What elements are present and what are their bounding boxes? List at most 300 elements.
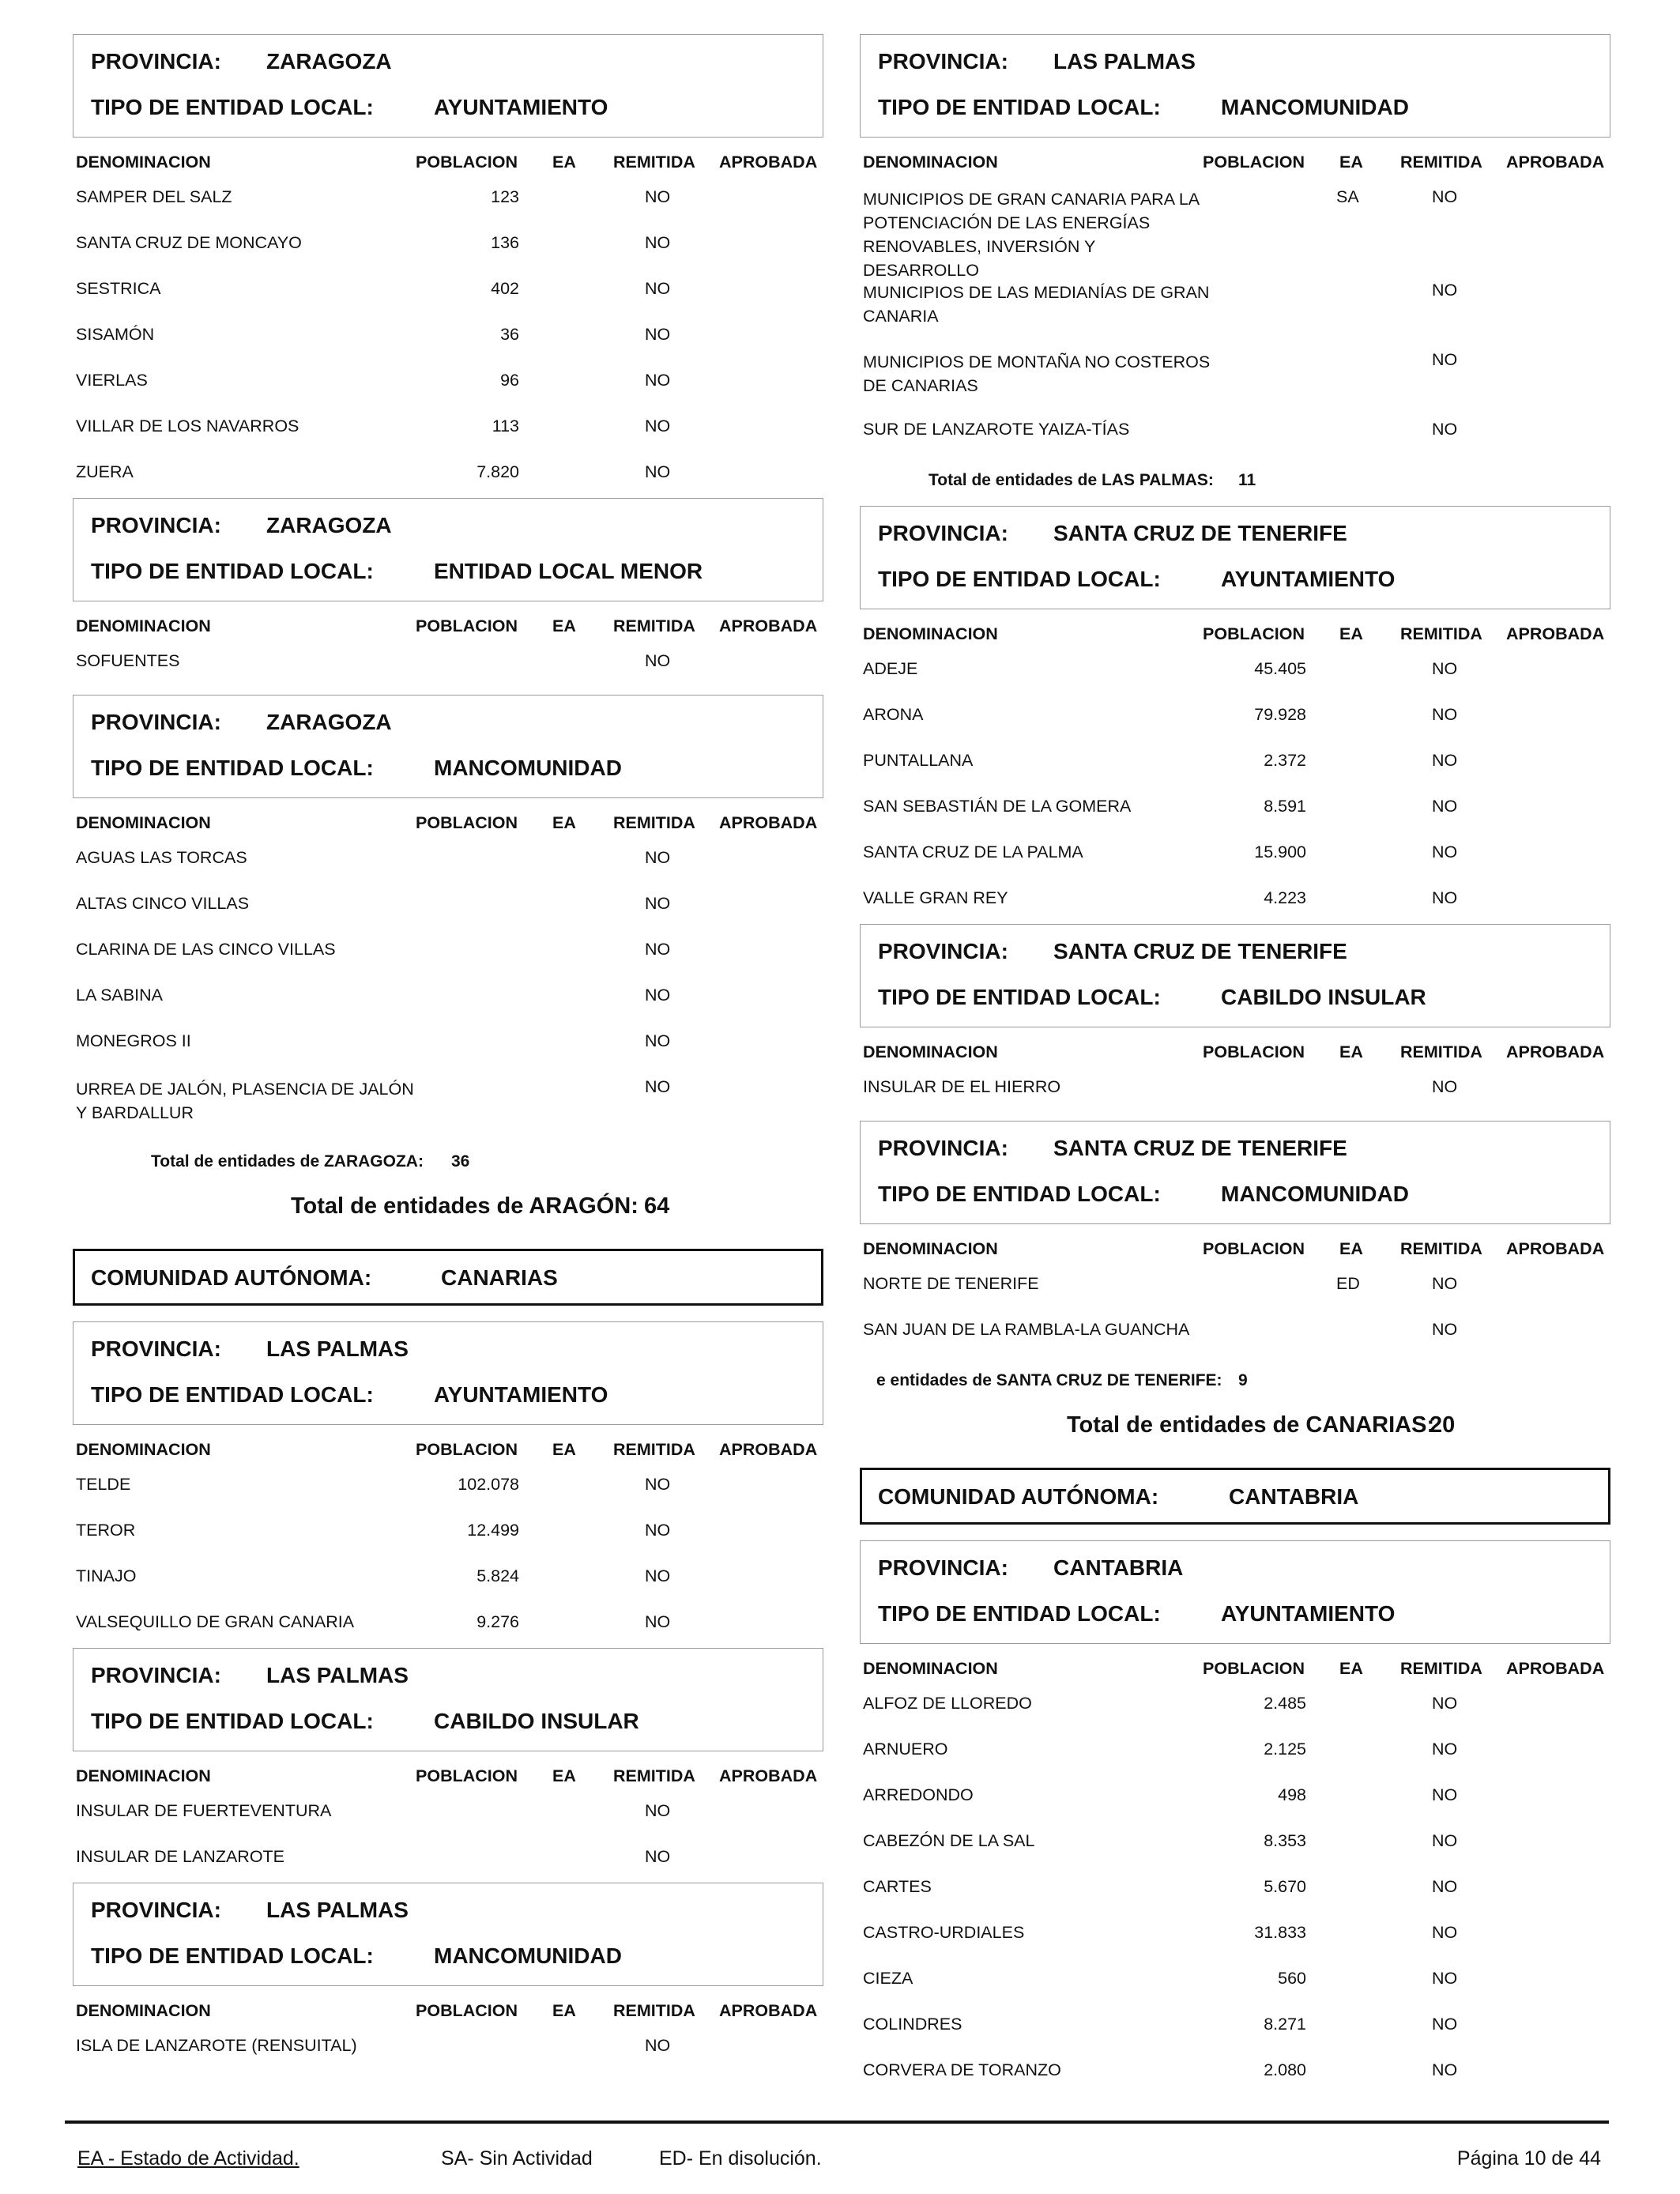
col-denominacion: DENOMINACION xyxy=(76,616,211,635)
table-row xyxy=(73,1510,823,1556)
col-remitida: REMITIDA xyxy=(1400,1042,1482,1061)
table-row xyxy=(73,315,823,360)
col-ea: EA xyxy=(552,616,576,635)
table-row xyxy=(73,838,823,884)
row-poblacion: 12.499 xyxy=(467,1521,519,1540)
page-footer xyxy=(65,2120,1609,2173)
row-remitida: NO xyxy=(645,940,671,959)
row-poblacion: 2.080 xyxy=(1264,2060,1306,2079)
tipo-value: MANCOMUNIDAD xyxy=(434,1943,622,1968)
row-remitida: NO xyxy=(645,417,671,435)
table-row xyxy=(860,1821,1610,1867)
section-header xyxy=(860,506,1610,609)
provincia-label: PROVINCIA: xyxy=(878,521,1008,545)
table-row xyxy=(73,1791,823,1837)
provincia-label: PROVINCIA: xyxy=(91,49,221,74)
col-ea: EA xyxy=(552,813,576,832)
tipo-label: TIPO DE ENTIDAD LOCAL: xyxy=(91,1943,374,1968)
row-name: MUNICIPIOS DE LAS MEDIANÍAS DE GRAN CANARIA xyxy=(863,283,1210,326)
row-remitida: NO xyxy=(645,1077,671,1096)
row-name: SOFUENTES xyxy=(76,651,180,670)
row-poblacion: 2.372 xyxy=(1264,751,1306,770)
row-name: SISAMÓN xyxy=(76,325,155,344)
tipo-value: CABILDO INSULAR xyxy=(434,1709,639,1733)
row-name: ARREDONDO xyxy=(863,1785,974,1804)
row-name: LA SABINA xyxy=(76,986,163,1005)
table-row xyxy=(860,270,1610,340)
row-poblacion: 402 xyxy=(491,279,519,298)
community-total-value: 20 xyxy=(1430,1412,1456,1438)
tipo-value: MANCOMUNIDAD xyxy=(434,756,622,780)
col-remitida: REMITIDA xyxy=(1400,624,1482,643)
tipo-label: TIPO DE ENTIDAD LOCAL: xyxy=(91,559,374,583)
table-header xyxy=(73,1986,823,2026)
row-remitida: NO xyxy=(645,651,671,670)
table-row xyxy=(860,1067,1610,1113)
table-row xyxy=(860,878,1610,924)
row-name: VIERLAS xyxy=(76,371,148,390)
comunidad-header xyxy=(860,1468,1610,1525)
section-header xyxy=(860,1121,1610,1224)
comunidad-label: COMUNIDAD AUTÓNOMA: xyxy=(91,1265,372,1290)
table-row xyxy=(860,832,1610,878)
provincia-value: ZARAGOZA xyxy=(266,49,392,74)
col-aprobada: APROBADA xyxy=(719,1766,818,1785)
row-name: VALSEQUILLO DE GRAN CANARIA xyxy=(76,1612,355,1631)
col-aprobada: APROBADA xyxy=(719,153,818,172)
col-aprobada: APROBADA xyxy=(1506,624,1605,643)
col-poblacion: POBLACION xyxy=(416,153,518,172)
table-row xyxy=(860,786,1610,832)
row-poblacion: 123 xyxy=(491,187,519,206)
province-total-value: 36 xyxy=(451,1152,470,1171)
tipo-label: TIPO DE ENTIDAD LOCAL: xyxy=(878,95,1161,119)
comunidad-value: CANARIAS xyxy=(441,1265,558,1290)
col-denominacion: DENOMINACION xyxy=(76,2001,211,2020)
row-ea: SA xyxy=(1336,187,1359,206)
row-name: CARTES xyxy=(863,1877,932,1896)
row-remitida: NO xyxy=(645,1612,671,1631)
row-poblacion: 560 xyxy=(1278,1969,1306,1988)
col-denominacion: DENOMINACION xyxy=(863,1239,998,1258)
section-header xyxy=(73,695,823,798)
row-remitida: NO xyxy=(645,2036,671,2055)
row-name: VALLE GRAN REY xyxy=(863,888,1008,907)
col-remitida: REMITIDA xyxy=(1400,153,1482,172)
provincia-label: PROVINCIA: xyxy=(878,939,1008,963)
row-name: CORVERA DE TORANZO xyxy=(863,2060,1061,2079)
row-name: MUNICIPIOS DE MONTAÑA NO COSTEROS DE CANARIAS xyxy=(863,352,1211,395)
row-remitida: NO xyxy=(645,848,671,867)
row-name: SANTA CRUZ DE LA PALMA xyxy=(863,843,1083,861)
row-poblacion: 36 xyxy=(500,325,519,344)
provincia-label: PROVINCIA: xyxy=(878,49,1008,74)
row-remitida: NO xyxy=(1432,350,1458,369)
row-poblacion: 96 xyxy=(500,371,519,390)
col-ea: EA xyxy=(552,153,576,172)
ea-legend: EA - Estado de Actividad. xyxy=(77,2147,299,2169)
row-remitida: NO xyxy=(1432,2060,1458,2079)
row-name: ISLA DE LANZAROTE (RENSUITAL) xyxy=(76,2036,357,2055)
row-remitida: NO xyxy=(1432,1831,1458,1850)
table-header xyxy=(860,1224,1610,1264)
province-total xyxy=(860,455,1610,506)
table-row xyxy=(73,177,823,223)
row-ea: ED xyxy=(1336,1274,1360,1293)
row-poblacion: 8.353 xyxy=(1264,1831,1306,1850)
table-row xyxy=(860,695,1610,741)
tipo-label: TIPO DE ENTIDAD LOCAL: xyxy=(91,756,374,780)
row-remitida: NO xyxy=(1432,1740,1458,1759)
row-name: TINAJO xyxy=(76,1566,137,1585)
row-name: NORTE DE TENERIFE xyxy=(863,1274,1039,1293)
row-remitida: NO xyxy=(645,279,671,298)
province-total xyxy=(860,1355,1610,1406)
provincia-value: ZARAGOZA xyxy=(266,710,392,734)
table-header xyxy=(860,138,1610,177)
table-header xyxy=(73,138,823,177)
row-name: SAN SEBASTIÁN DE LA GOMERA xyxy=(863,797,1132,816)
row-remitida: NO xyxy=(645,325,671,344)
row-name: CASTRO-URDIALES xyxy=(863,1923,1025,1942)
tipo-label: TIPO DE ENTIDAD LOCAL: xyxy=(91,1382,374,1407)
row-name: TEROR xyxy=(76,1521,136,1540)
tipo-value: MANCOMUNIDAD xyxy=(1221,95,1409,119)
col-denominacion: DENOMINACION xyxy=(76,1440,211,1459)
table-row xyxy=(860,1729,1610,1775)
community-total-label: Total de entidades de ARAGÓN: xyxy=(291,1193,638,1219)
row-remitida: NO xyxy=(645,233,671,252)
col-poblacion: POBLACION xyxy=(1203,624,1305,643)
tipo-value: AYUNTAMIENTO xyxy=(1221,1601,1396,1626)
province-total-label: Total de entidades de LAS PALMAS: xyxy=(929,471,1214,489)
row-remitida: NO xyxy=(1432,2015,1458,2034)
table-row xyxy=(860,649,1610,695)
row-name: VILLAR DE LOS NAVARROS xyxy=(76,417,299,435)
col-remitida: REMITIDA xyxy=(613,616,695,635)
row-poblacion: 498 xyxy=(1278,1785,1306,1804)
row-poblacion: 8.271 xyxy=(1264,2015,1306,2034)
col-denominacion: DENOMINACION xyxy=(863,624,998,643)
table-header xyxy=(860,1027,1610,1067)
row-remitida: NO xyxy=(645,1847,671,1866)
row-poblacion: 7.820 xyxy=(477,462,519,481)
row-remitida: NO xyxy=(1432,1969,1458,1988)
row-name: TELDE xyxy=(76,1475,131,1494)
col-remitida: REMITIDA xyxy=(613,1440,695,1459)
row-poblacion: 136 xyxy=(491,233,519,252)
row-remitida: NO xyxy=(1432,705,1458,724)
col-poblacion: POBLACION xyxy=(416,2001,518,2020)
table-row xyxy=(73,269,823,315)
table-row xyxy=(860,1310,1610,1355)
right-column xyxy=(860,34,1610,2096)
provincia-value: SANTA CRUZ DE TENERIFE xyxy=(1053,521,1347,545)
col-denominacion: DENOMINACION xyxy=(863,153,998,172)
row-name: COLINDRES xyxy=(863,2015,962,2034)
table-row xyxy=(73,2026,823,2071)
col-ea: EA xyxy=(1339,153,1363,172)
col-remitida: REMITIDA xyxy=(1400,1239,1482,1258)
section-header xyxy=(73,1648,823,1751)
row-name: CABEZÓN DE LA SAL xyxy=(863,1831,1035,1850)
comunidad-header xyxy=(73,1249,823,1306)
row-name: MUNICIPIOS DE GRAN CANARIA PARA LA POTENCIACIÓN DE LAS ENERGÍAS RENOVABLES, INVERSIÓN Y DESARROLLO xyxy=(863,190,1199,280)
row-name: URREA DE JALÓN, PLASENCIA DE JALÓN Y BARDALLUR xyxy=(76,1080,414,1122)
row-name: SAMPER DEL SALZ xyxy=(76,187,232,206)
province-total xyxy=(73,1137,823,1187)
row-name: AGUAS LAS TORCAS xyxy=(76,848,247,867)
col-poblacion: POBLACION xyxy=(1203,1659,1305,1678)
section-header xyxy=(860,34,1610,138)
col-denominacion: DENOMINACION xyxy=(863,1659,998,1678)
col-poblacion: POBLACION xyxy=(416,813,518,832)
col-remitida: REMITIDA xyxy=(613,813,695,832)
row-poblacion: 9.276 xyxy=(477,1612,519,1631)
col-ea: EA xyxy=(1339,624,1363,643)
row-poblacion: 2.485 xyxy=(1264,1694,1306,1713)
tipo-value: MANCOMUNIDAD xyxy=(1221,1182,1409,1206)
tipo-label: TIPO DE ENTIDAD LOCAL: xyxy=(878,985,1161,1009)
row-remitida: NO xyxy=(645,1521,671,1540)
tipo-value: ENTIDAD LOCAL MENOR xyxy=(434,559,703,583)
row-remitida: NO xyxy=(1432,187,1458,206)
row-poblacion: 2.125 xyxy=(1264,1740,1306,1759)
table-row xyxy=(860,1958,1610,2004)
col-remitida: REMITIDA xyxy=(613,153,695,172)
provincia-label: PROVINCIA: xyxy=(878,1555,1008,1580)
provincia-label: PROVINCIA: xyxy=(91,1336,221,1361)
row-remitida: NO xyxy=(645,1566,671,1585)
table-row xyxy=(860,340,1610,409)
table-row xyxy=(860,1913,1610,1958)
row-name: ADEJE xyxy=(863,659,918,678)
table-row xyxy=(73,406,823,452)
left-column xyxy=(73,34,823,2071)
row-name: ALTAS CINCO VILLAS xyxy=(76,894,250,913)
row-poblacion: 15.900 xyxy=(1254,843,1306,861)
row-remitida: NO xyxy=(645,462,671,481)
table-row xyxy=(73,1067,823,1137)
provincia-value: LAS PALMAS xyxy=(266,1336,409,1361)
row-name: PUNTALLANA xyxy=(863,751,974,770)
table-header xyxy=(73,798,823,838)
table-row xyxy=(73,1602,823,1648)
row-poblacion: 102.078 xyxy=(458,1475,519,1494)
row-remitida: NO xyxy=(1432,281,1458,300)
province-total-value: 11 xyxy=(1238,471,1256,489)
community-total xyxy=(73,1187,823,1235)
comunidad-value: CANTABRIA xyxy=(1229,1484,1359,1509)
row-poblacion: 8.591 xyxy=(1264,797,1306,816)
tipo-value: AYUNTAMIENTO xyxy=(434,95,608,119)
row-name: SESTRICA xyxy=(76,279,161,298)
comunidad-label: COMUNIDAD AUTÓNOMA: xyxy=(878,1484,1159,1509)
col-denominacion: DENOMINACION xyxy=(863,1042,998,1061)
col-ea: EA xyxy=(552,2001,576,2020)
col-aprobada: APROBADA xyxy=(719,616,818,635)
row-remitida: NO xyxy=(1432,659,1458,678)
table-row xyxy=(73,452,823,498)
row-remitida: NO xyxy=(1432,888,1458,907)
row-remitida: NO xyxy=(1432,1274,1458,1293)
row-name: INSULAR DE LANZAROTE xyxy=(76,1847,285,1866)
table-header xyxy=(860,609,1610,649)
col-denominacion: DENOMINACION xyxy=(76,813,211,832)
col-ea: EA xyxy=(552,1766,576,1785)
page-number: Página 10 de 44 xyxy=(1456,2147,1601,2169)
row-remitida: NO xyxy=(645,187,671,206)
row-name: ARONA xyxy=(863,705,924,724)
row-name: SAN JUAN DE LA RAMBLA-LA GUANCHA xyxy=(863,1320,1190,1339)
row-remitida: NO xyxy=(645,1475,671,1494)
col-denominacion: DENOMINACION xyxy=(76,1766,211,1785)
row-poblacion: 79.928 xyxy=(1254,705,1306,724)
col-ea: EA xyxy=(1339,1042,1363,1061)
row-poblacion: 45.405 xyxy=(1254,659,1306,678)
col-poblacion: POBLACION xyxy=(416,1440,518,1459)
col-poblacion: POBLACION xyxy=(1203,153,1305,172)
col-aprobada: APROBADA xyxy=(1506,1659,1605,1678)
row-remitida: NO xyxy=(1432,1785,1458,1804)
table-row xyxy=(73,641,823,687)
provincia-value: SANTA CRUZ DE TENERIFE xyxy=(1053,1136,1347,1160)
tipo-label: TIPO DE ENTIDAD LOCAL: xyxy=(878,1601,1161,1626)
table-row xyxy=(73,1021,823,1067)
row-name: INSULAR DE EL HIERRO xyxy=(863,1077,1061,1096)
table-header xyxy=(860,1644,1610,1683)
section-header xyxy=(73,1321,823,1425)
community-total-value: 64 xyxy=(644,1193,670,1219)
col-aprobada: APROBADA xyxy=(719,813,818,832)
provincia-label: PROVINCIA: xyxy=(91,1898,221,1922)
row-name: INSULAR DE FUERTEVENTURA xyxy=(76,1801,332,1820)
col-remitida: REMITIDA xyxy=(1400,1659,1482,1678)
tipo-label: TIPO DE ENTIDAD LOCAL: xyxy=(878,1182,1161,1206)
table-row xyxy=(73,884,823,929)
table-header xyxy=(73,1425,823,1465)
col-aprobada: APROBADA xyxy=(719,2001,818,2020)
row-name: CLARINA DE LAS CINCO VILLAS xyxy=(76,940,336,959)
row-remitida: NO xyxy=(645,371,671,390)
col-poblacion: POBLACION xyxy=(1203,1239,1305,1258)
tipo-label: TIPO DE ENTIDAD LOCAL: xyxy=(91,95,374,119)
col-aprobada: APROBADA xyxy=(719,1440,818,1459)
provincia-value: ZARAGOZA xyxy=(266,513,392,537)
row-remitida: NO xyxy=(1432,843,1458,861)
row-remitida: NO xyxy=(645,986,671,1005)
table-row xyxy=(860,2050,1610,2096)
table-header xyxy=(73,601,823,641)
table-row xyxy=(860,1264,1610,1310)
provincia-value: LAS PALMAS xyxy=(266,1663,409,1687)
col-ea: EA xyxy=(552,1440,576,1459)
provincia-label: PROVINCIA: xyxy=(91,513,221,537)
table-row xyxy=(73,1837,823,1883)
section-header xyxy=(73,498,823,601)
provincia-label: PROVINCIA: xyxy=(91,1663,221,1687)
provincia-value: CANTABRIA xyxy=(1053,1555,1184,1580)
provincia-label: PROVINCIA: xyxy=(878,1136,1008,1160)
row-name: ARNUERO xyxy=(863,1740,948,1759)
province-total-value: 9 xyxy=(1238,1371,1248,1389)
provincia-value: SANTA CRUZ DE TENERIFE xyxy=(1053,939,1347,963)
table-row xyxy=(860,1867,1610,1913)
col-aprobada: APROBADA xyxy=(1506,1239,1605,1258)
community-total-label: Total de entidades de CANARIAS: xyxy=(1067,1412,1435,1438)
row-name: CIEZA xyxy=(863,1969,913,1988)
row-remitida: NO xyxy=(1432,1320,1458,1339)
row-remitida: NO xyxy=(1432,420,1458,439)
table-row xyxy=(73,929,823,975)
community-total xyxy=(860,1406,1610,1453)
tipo-value: CABILDO INSULAR xyxy=(1221,985,1426,1009)
row-remitida: NO xyxy=(1432,1077,1458,1096)
table-row xyxy=(860,409,1610,455)
row-remitida: NO xyxy=(1432,1923,1458,1942)
table-row xyxy=(860,2004,1610,2050)
col-poblacion: POBLACION xyxy=(1203,1042,1305,1061)
table-row xyxy=(73,223,823,269)
row-poblacion: 5.670 xyxy=(1264,1877,1306,1896)
row-remitida: NO xyxy=(1432,751,1458,770)
col-ea: EA xyxy=(1339,1659,1363,1678)
row-poblacion: 31.833 xyxy=(1254,1923,1306,1942)
sa-legend: SA- Sin Actividad xyxy=(441,2147,593,2169)
tipo-value: AYUNTAMIENTO xyxy=(1221,567,1396,591)
row-remitida: NO xyxy=(1432,1877,1458,1896)
row-remitida: NO xyxy=(645,894,671,913)
table-header xyxy=(73,1751,823,1791)
section-header xyxy=(73,1883,823,1986)
row-remitida: NO xyxy=(1432,1694,1458,1713)
provincia-value: LAS PALMAS xyxy=(1053,49,1196,74)
table-row xyxy=(73,360,823,406)
table-row xyxy=(860,741,1610,786)
row-poblacion: 5.824 xyxy=(477,1566,519,1585)
table-row xyxy=(860,1775,1610,1821)
row-remitida: NO xyxy=(645,1801,671,1820)
col-poblacion: POBLACION xyxy=(416,616,518,635)
row-remitida: NO xyxy=(1432,797,1458,816)
col-aprobada: APROBADA xyxy=(1506,1042,1605,1061)
province-total-label: Total de entidades de ZARAGOZA: xyxy=(151,1152,424,1171)
provincia-value: LAS PALMAS xyxy=(266,1898,409,1922)
row-poblacion: 4.223 xyxy=(1264,888,1306,907)
col-aprobada: APROBADA xyxy=(1506,153,1605,172)
tipo-value: AYUNTAMIENTO xyxy=(434,1382,608,1407)
table-row xyxy=(73,975,823,1021)
row-poblacion: 113 xyxy=(492,417,519,435)
col-remitida: REMITIDA xyxy=(613,1766,695,1785)
row-name: ZUERA xyxy=(76,462,134,481)
section-header xyxy=(860,1540,1610,1644)
table-row xyxy=(73,1465,823,1510)
col-remitida: REMITIDA xyxy=(613,2001,695,2020)
tipo-label: TIPO DE ENTIDAD LOCAL: xyxy=(878,567,1161,591)
provincia-label: PROVINCIA: xyxy=(91,710,221,734)
row-name: ALFOZ DE LLOREDO xyxy=(863,1694,1032,1713)
ed-legend: ED- En disolución. xyxy=(659,2147,822,2169)
row-name: MONEGROS II xyxy=(76,1031,191,1050)
col-poblacion: POBLACION xyxy=(416,1766,518,1785)
col-denominacion: DENOMINACION xyxy=(76,153,211,172)
table-row xyxy=(860,177,1610,280)
row-name: SUR DE LANZAROTE YAIZA-TÍAS xyxy=(863,420,1130,439)
province-total-label: e entidades de SANTA CRUZ DE TENERIFE: xyxy=(876,1371,1222,1389)
table-row xyxy=(860,1683,1610,1729)
table-row xyxy=(73,1556,823,1602)
